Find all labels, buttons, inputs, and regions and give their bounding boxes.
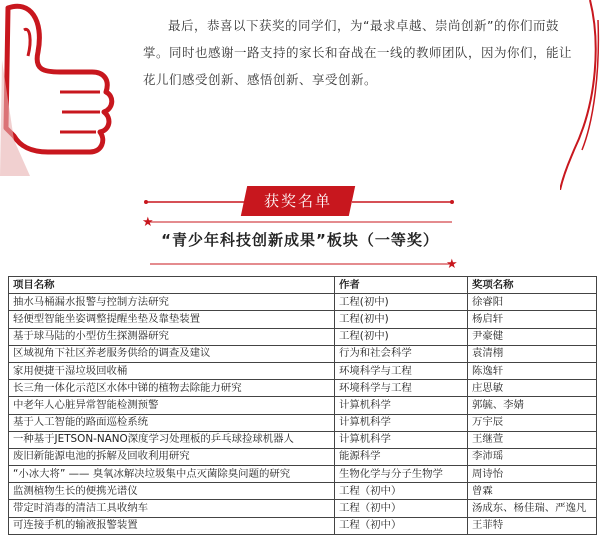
cell-project: 废旧新能源电池的拆解及回收利用研究: [9, 448, 335, 465]
cell-project: 中老年人心脏异常智能检测预警: [9, 397, 335, 414]
award-table: [8, 276, 597, 535]
cell-author: 工程（初中）: [335, 517, 468, 534]
cell-award: 袁清栩: [468, 345, 597, 362]
cell-project: 一种基于JETSON-NANO深度学习处理板的乒乓球捡球机器人: [9, 431, 335, 448]
thumbs-up-illustration: [0, 0, 125, 178]
cell-project: 长三角一体化示范区水体中锑的植物去除能力研究: [9, 380, 335, 397]
cell-project: 可连接手机的输液报警装置: [9, 517, 335, 534]
table-row: [9, 380, 597, 397]
cell-award: 曾霖: [468, 483, 597, 500]
cell-author: 工程（初中）: [335, 500, 468, 517]
star-icon: ★: [142, 215, 154, 230]
table-header-row: [9, 277, 597, 294]
cell-award: 陈逸轩: [468, 362, 597, 379]
cell-award: 周诗怡: [468, 466, 597, 483]
cell-award: 李沛瑶: [468, 448, 597, 465]
cell-project: “小冰大将” —— 臭氧冰解决垃圾集中点灭菌除臭问题的研究: [9, 466, 335, 483]
cell-award: 尹豪健: [468, 328, 597, 345]
cell-award: 王继萱: [468, 431, 597, 448]
cell-project: 区域视角下社区养老服务供给的调查及建议: [9, 345, 335, 362]
cell-project: 基于人工智能的路面巡检系统: [9, 414, 335, 431]
table-row: [9, 414, 597, 431]
cell-author: 能源科学: [335, 448, 468, 465]
cell-project: 家用便捷干湿垃圾回收桶: [9, 362, 335, 379]
cell-author: 工程(初中): [335, 294, 468, 311]
table-row: [9, 345, 597, 362]
table-row: [9, 466, 597, 483]
cell-award: 徐睿阳: [468, 294, 597, 311]
cell-author: 工程（初中）: [335, 483, 468, 500]
cell-award: 杨启轩: [468, 311, 597, 328]
table-row: [9, 431, 597, 448]
cell-author: 工程(初中): [335, 311, 468, 328]
table-row: [9, 483, 597, 500]
table-row: [9, 328, 597, 345]
cell-author: 工程(初中): [335, 328, 468, 345]
cell-award: 郭毓、李婧: [468, 397, 597, 414]
star-icon: ★: [446, 257, 458, 272]
table-row: [9, 311, 597, 328]
header-author: 作者: [335, 277, 468, 294]
table-row: [9, 517, 597, 534]
cell-project: 带定时消毒的清洁工具收纳车: [9, 500, 335, 517]
cell-award: 庄思敏: [468, 380, 597, 397]
cell-author: 计算机科学: [335, 414, 468, 431]
cell-author: 计算机科学: [335, 431, 468, 448]
cell-project: 监测植物生长的便携光谱仪: [9, 483, 335, 500]
header-award: 奖项名称: [468, 277, 597, 294]
table-row: [9, 362, 597, 379]
cell-award: 汤成东、杨佳瑞、严逸凡: [468, 500, 597, 517]
banner-label: 获奖名单: [263, 192, 332, 210]
cell-project: 基于球马陆的小型仿生探测器研究: [9, 328, 335, 345]
table-row: [9, 397, 597, 414]
cell-award: 万宇辰: [468, 414, 597, 431]
table-row: [9, 500, 597, 517]
table-row: [9, 294, 597, 311]
section-title: “青少年科技创新成果”板块（一等奖）: [161, 231, 439, 249]
cell-project: 轻便型智能坐姿调整提醒坐垫及靠垫装置: [9, 311, 335, 328]
cell-author: 计算机科学: [335, 397, 468, 414]
cell-author: 行为和社会科学: [335, 345, 468, 362]
cell-author: 环境科学与工程: [335, 362, 468, 379]
intro-paragraph: 最后，恭喜以下获奖的同学们，为“最求卓越、崇尚创新”的你们而鼓掌。同时也感谢一路支持的家长和奋战在一线的教师团队，因为你们，能让花儿们感受创新、感悟创新、享受创新。: [143, 18, 573, 87]
table-row: [9, 448, 597, 465]
cell-author: 环境科学与工程: [335, 380, 468, 397]
cell-award: 王菲特: [468, 517, 597, 534]
cell-project: 抽水马桶漏水报警与控制方法研究: [9, 294, 335, 311]
cell-author: 生物化学与分子生物学: [335, 466, 468, 483]
header-project: 项目名称: [9, 277, 335, 294]
